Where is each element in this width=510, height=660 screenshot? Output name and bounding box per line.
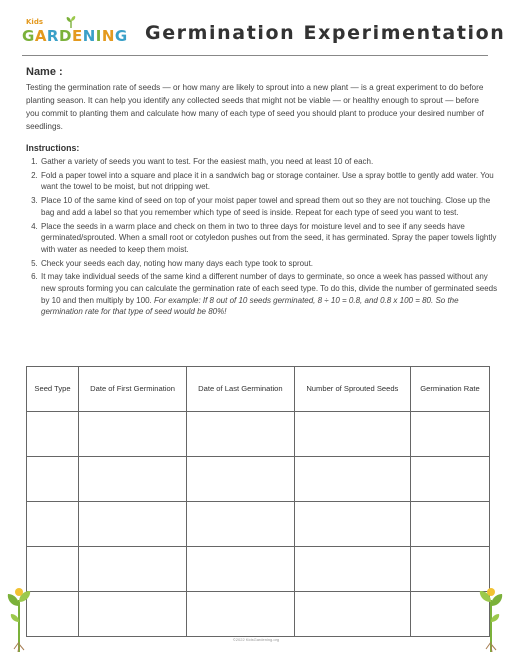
- instructions-list: [26, 156, 498, 320]
- table-cell[interactable]: [187, 502, 295, 547]
- logo-letter: I: [95, 27, 102, 45]
- instructions-heading: Instructions:: [26, 143, 80, 153]
- title-divider: [22, 55, 488, 56]
- table-cell[interactable]: [187, 457, 295, 502]
- header-germination-rate: Germination Rate: [411, 367, 490, 412]
- instruction-step: 2. Fold a paper towel into a square and place it in a sandwich bag or storage container. Use a spray bottle to gently add water. You want the towel to be moist, but not dripping wet.: [40, 170, 498, 193]
- table-cell[interactable]: [79, 502, 187, 547]
- header-date-last: Date of Last Germination: [187, 367, 295, 412]
- logo-letter: G: [22, 27, 35, 45]
- table-cell[interactable]: [411, 502, 490, 547]
- table-cell[interactable]: [187, 547, 295, 592]
- table-cell[interactable]: [411, 412, 490, 457]
- kids-gardening-logo: [22, 18, 126, 52]
- instruction-step: 3. Place 10 of the same kind of seed on top of your moist paper towel and spread them out so they are not touching. Close up the bag and add a label so that you remember which type of seed is inside. Repeat for each type of seed you want to test.: [40, 195, 498, 218]
- table-row: [27, 457, 490, 502]
- table-cell[interactable]: [294, 457, 410, 502]
- table-row: [27, 502, 490, 547]
- table-cell[interactable]: [79, 592, 187, 637]
- footer-copyright: ©2022 KidsGardening.org: [232, 637, 280, 642]
- logo-wordmark: [22, 27, 128, 45]
- table-cell[interactable]: [27, 412, 79, 457]
- table-header-row: [27, 367, 490, 412]
- header-number-sprouted: Number of Sprouted Seeds: [294, 367, 410, 412]
- instruction-step: 5. Check your seeds each day, noting how many days each type took to sprout.: [40, 258, 498, 270]
- table-cell[interactable]: [27, 457, 79, 502]
- table-cell[interactable]: [294, 547, 410, 592]
- table-row: [27, 592, 490, 637]
- table-cell[interactable]: [79, 457, 187, 502]
- logo-letter: N: [82, 27, 96, 45]
- table-row: [27, 412, 490, 457]
- table-cell[interactable]: [27, 502, 79, 547]
- left-plant-illustration: [6, 582, 32, 652]
- table-cell[interactable]: [79, 547, 187, 592]
- header-seed-type: Seed Type: [27, 367, 79, 412]
- table-cell[interactable]: [411, 457, 490, 502]
- germination-table: [26, 366, 490, 637]
- table-cell[interactable]: [294, 502, 410, 547]
- table-cell[interactable]: [294, 412, 410, 457]
- table-cell[interactable]: [79, 412, 187, 457]
- instruction-step: 4. Place the seeds in a warm place and check on them in two to three days for moisture level and to see if any seeds have germinated/sprouted. When a small root or cotyledon pushes out from the seed, it has germinated. Spray the paper towels lightly with water as needed to keep them moist.: [40, 221, 498, 256]
- logo-letter: E: [71, 27, 83, 45]
- example-text: For example: If 8 out of 10 seeds germinated, 8 ÷ 10 = 0.8, and 0.8 x 100 = 80. So the germination rate for that type of seed would be 80%!: [41, 295, 459, 317]
- right-plant-illustration: [478, 582, 504, 652]
- table-cell[interactable]: [187, 592, 295, 637]
- table-cell[interactable]: [187, 412, 295, 457]
- name-label: Name :: [26, 66, 63, 78]
- instruction-step: 1. Gather a variety of seeds you want to test. For the easiest math, you need at least 10 of each.: [40, 156, 498, 168]
- logo-letter: A: [34, 27, 47, 45]
- logo-letter: R: [46, 27, 59, 45]
- header-date-first: Date of First Germination: [79, 367, 187, 412]
- intro-paragraph: Testing the germination rate of seeds — or how many are likely to sprout into a new plant — is a great experiment to do before planting season. It can help you identify any collected seeds that might not be viable — or healthy enough to sprout — before you commit to planting them and calculate how many of each type of seed you should plant to produce your desired number of seedlings.: [26, 83, 484, 132]
- logo-letter: D: [58, 27, 72, 45]
- logo-letter: G: [114, 27, 128, 45]
- instruction-step: 6. It may take individual seeds of the same kind a different number of days to germinate, so once a week has passed without any new sprouts forming you can calculate the germination rate of each seed type. To do this, divide the number of germinated seeds by 10 and then multiply by 100. For example: If 8 out of 10 seeds germinated, 8 ÷ 10 = 0.8, and 0.8 x 100 = 80. So the germination rate for that type of seed would be 80%!: [40, 271, 498, 318]
- table-cell[interactable]: [294, 592, 410, 637]
- logo-kids-text: Kids: [26, 18, 44, 26]
- logo-letter: N: [101, 27, 115, 45]
- table-cell[interactable]: [27, 592, 79, 637]
- page-title: Germination Experimentation: [145, 22, 506, 44]
- table-row: [27, 547, 490, 592]
- table-cell[interactable]: [27, 547, 79, 592]
